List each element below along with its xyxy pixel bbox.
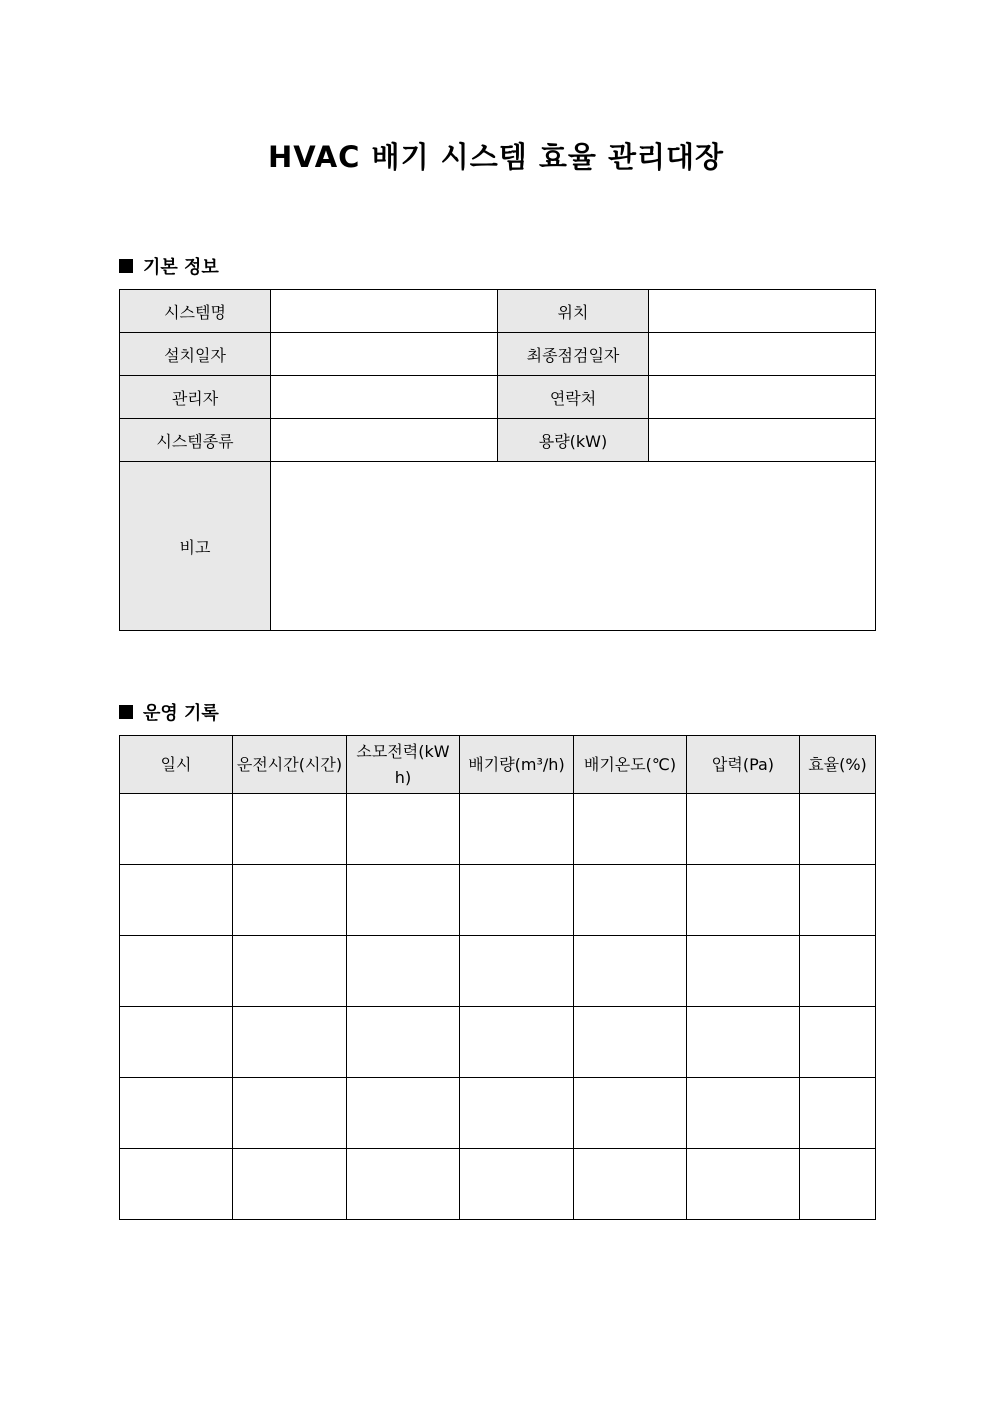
table-header-row [120,736,876,794]
log-cell[interactable] [233,1007,347,1078]
log-cell[interactable] [347,1149,460,1220]
log-cell[interactable] [574,1078,687,1149]
log-cell[interactable] [120,865,233,936]
log-cell[interactable] [687,936,800,1007]
table-row [120,1007,876,1078]
label-system-name: 시스템명 [120,290,271,333]
label-manager: 관리자 [120,376,271,419]
log-cell[interactable] [800,936,876,1007]
remarks-field[interactable] [271,462,876,631]
log-cell[interactable] [233,865,347,936]
table-row [120,376,876,419]
table-row [120,290,876,333]
table-row [120,333,876,376]
log-cell[interactable] [347,865,460,936]
log-cell[interactable] [687,794,800,865]
log-cell[interactable] [233,1078,347,1149]
log-cell[interactable] [460,1078,574,1149]
table-row [120,936,876,1007]
log-cell[interactable] [120,1078,233,1149]
log-cell[interactable] [347,1007,460,1078]
label-capacity: 용량(kW) [498,419,649,462]
capacity-field[interactable] [649,419,876,462]
operation-log-heading [119,699,219,725]
log-cell[interactable] [460,865,574,936]
log-cell[interactable] [574,1149,687,1220]
col-header-datetime: 일시 [120,736,233,794]
col-header-efficiency: 효율(%) [800,736,876,794]
location-field[interactable] [649,290,876,333]
log-cell[interactable] [687,1149,800,1220]
operation-log-table [119,735,876,1220]
log-cell[interactable] [460,1007,574,1078]
system-type-field[interactable] [271,419,498,462]
log-cell[interactable] [347,1078,460,1149]
log-cell[interactable] [120,1007,233,1078]
log-cell[interactable] [460,794,574,865]
square-bullet-icon [119,259,133,273]
table-row [120,865,876,936]
basic-info-heading [119,253,219,279]
log-cell[interactable] [574,936,687,1007]
log-cell[interactable] [120,1149,233,1220]
table-row [120,462,876,631]
install-date-field[interactable] [271,333,498,376]
log-cell[interactable] [574,794,687,865]
manager-field[interactable] [271,376,498,419]
table-row [120,1078,876,1149]
operation-log-heading-text: 운영 기록 [143,703,219,724]
col-header-run-hours: 운전시간(시간) [233,736,347,794]
log-cell[interactable] [800,794,876,865]
label-system-type: 시스템종류 [120,419,271,462]
last-inspection-date-field[interactable] [649,333,876,376]
contact-field[interactable] [649,376,876,419]
system-name-field[interactable] [271,290,498,333]
label-contact: 연락처 [498,376,649,419]
log-cell[interactable] [460,936,574,1007]
col-header-power-consumption: 소모전력(kWh) [347,736,460,794]
table-row [120,794,876,865]
log-cell[interactable] [800,1149,876,1220]
col-header-pressure: 압력(Pa) [687,736,800,794]
col-header-exhaust-temp: 배기온도(℃) [574,736,687,794]
log-cell[interactable] [800,865,876,936]
log-cell[interactable] [574,865,687,936]
log-cell[interactable] [233,1149,347,1220]
col-header-exhaust-flow: 배기량(m³/h) [460,736,574,794]
log-cell[interactable] [233,936,347,1007]
log-cell[interactable] [574,1007,687,1078]
page-title: HVAC 배기 시스템 효율 관리대장 [267,140,724,174]
square-bullet-icon [119,705,133,719]
log-cell[interactable] [347,936,460,1007]
log-cell[interactable] [687,865,800,936]
log-cell[interactable] [687,1078,800,1149]
log-cell[interactable] [120,936,233,1007]
log-cell[interactable] [120,794,233,865]
basic-info-heading-text: 기본 정보 [143,257,219,278]
log-cell[interactable] [687,1007,800,1078]
log-cell[interactable] [460,1149,574,1220]
table-row [120,1149,876,1220]
table-row [120,419,876,462]
label-remarks: 비고 [120,462,271,631]
log-cell[interactable] [800,1007,876,1078]
log-cell[interactable] [233,794,347,865]
log-cell[interactable] [347,794,460,865]
label-location: 위치 [498,290,649,333]
label-last-inspection-date: 최종점검일자 [498,333,649,376]
log-cell[interactable] [800,1078,876,1149]
label-install-date: 설치일자 [120,333,271,376]
basic-info-table [119,289,876,631]
